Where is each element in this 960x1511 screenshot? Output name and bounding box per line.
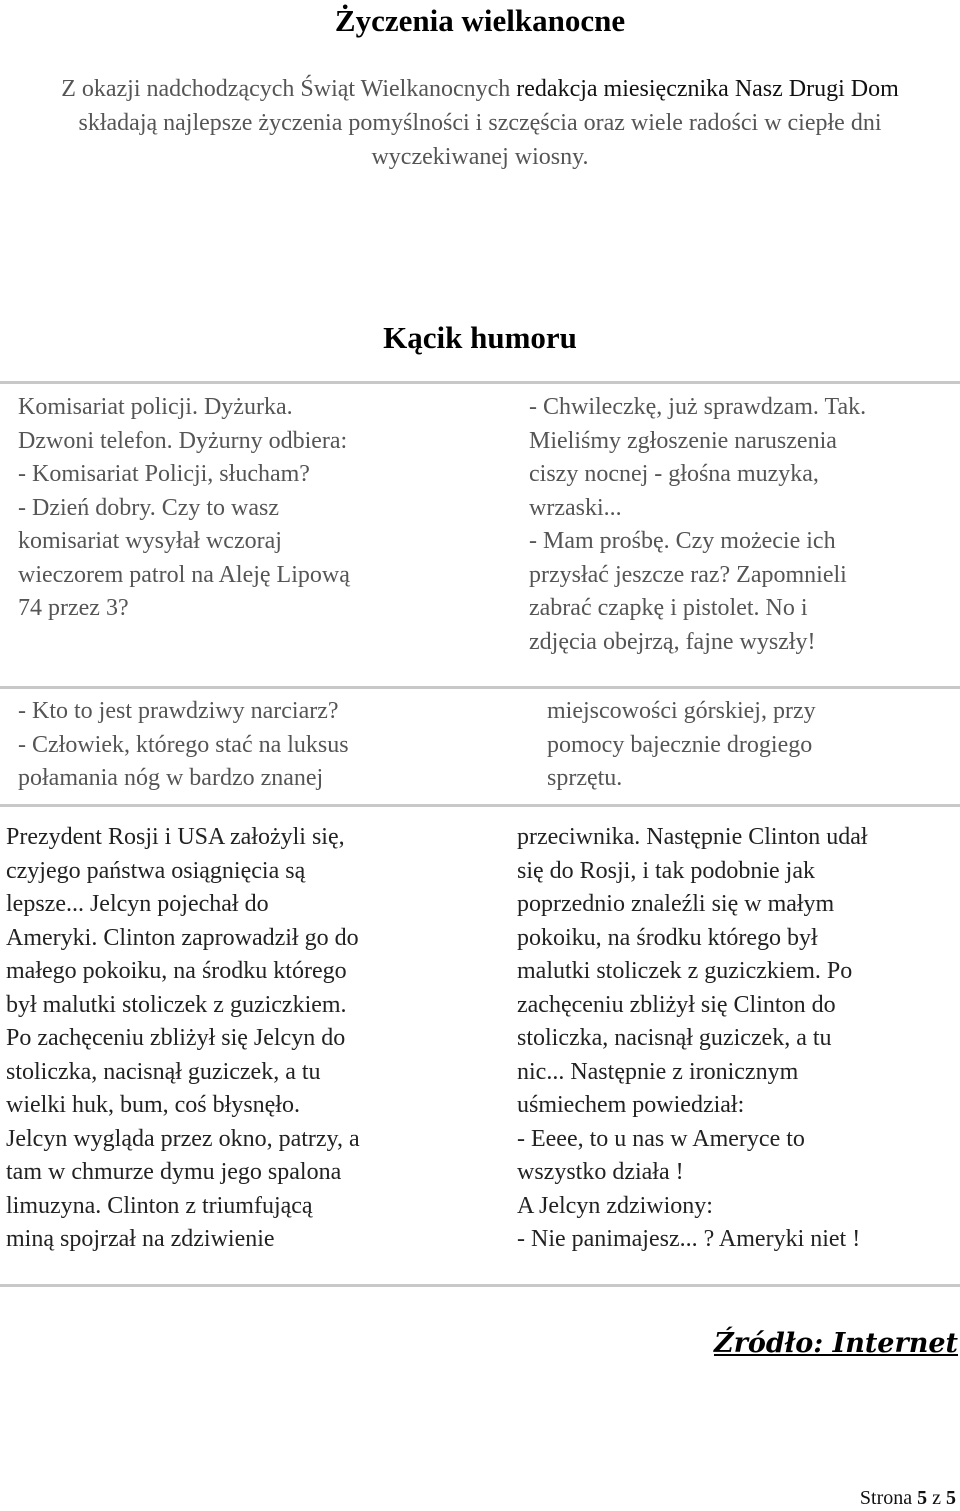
current-page: 5 [917, 1487, 928, 1509]
easter-greeting [30, 72, 930, 174]
page-title: Życzenia wielkanocne [334, 3, 626, 38]
page-number [860, 1486, 956, 1510]
divider [0, 381, 960, 384]
joke-3-left-column: Prezydent Rosji i USA założyli się, czyjego państwa osiągnięcia są lepsze... Jelcyn pojechał do Ameryki. Clinton zaprowadził go do małego pokoiku, na środku którego był malutki stoliczek z guziczkiem. Po zachęceniu zbliżył się Jelcyn do stoliczka, nacisnął guziczek, a tu wielki huk, bum, coś błysnęło. Jelcyn wygląda przez okno, patrzy, a tam w chmurze dymu jego spalona limuzyna. Clinton z triumfującą miną spojrzał na zdziwienie [6, 824, 360, 1252]
total-pages: 5 [946, 1487, 956, 1509]
divider [0, 1284, 960, 1287]
joke-2-right-column: miejscowości górskiej, przy pomocy bajecznie drogiego sprzętu. [547, 698, 816, 791]
joke-2-left-column: - Kto to jest prawdziwy narciarz? - Człowiek, którego stać na luksus połamania nóg w bardzo znanej [18, 698, 349, 791]
page-label: Strona [859, 1487, 918, 1509]
joke-1-right-column: - Chwileczkę, już sprawdzam. Tak. Mieliśmy zgłoszenie naruszenia ciszy nocnej - głośna muzyka, wrzaski... - Mam prośbę. Czy możecie ich przysłać jeszcze raz? Zapomnieli zabrać czapkę i pistolet. No i zdjęcia obejrzą, fajne wyszły! [529, 394, 867, 655]
section-title: Kącik humoru [383, 320, 577, 355]
greeting-text-2: redakcja miesięcznika Nasz Drugi Dom [516, 76, 899, 102]
joke-1-left-column: Komisariat policji. Dyżurka. Dzwoni telefon. Dyżurny odbiera: - Komisariat Policji, słucham? - Dzień dobry. Czy to wasz komisariat wysyłał wczoraj wieczorem patrol na Aleję Lipową 74 przez 3? [18, 394, 350, 621]
divider [0, 804, 960, 807]
source-note: Źródło: Internet [713, 1328, 958, 1359]
divider [0, 686, 960, 689]
greeting-text-3: składają najlepsze życzenia pomyślności i szczęścia oraz wiele radości w ciepłe dni wyczekiwanej wiosny. [78, 110, 882, 170]
joke-3-right-column: przeciwnika. Następnie Clinton udał się do Rosji, i tak podobnie jak poprzednio znaleźli się w małym pokoiku, na środku którego był malutki stoliczek z guziczkiem. Po zachęceniu zbliżył się Clinton do stoliczka, nacisnął guziczek, a tu nic... Następnie z ironicznym uśmiechem powiedział: - Eeee, to u nas w Ameryce to wszystko działa ! A Jelcyn zdziwiony: - Nie panimajesz... ? Ameryki niet ! [517, 824, 868, 1252]
page-separator: z [927, 1487, 946, 1509]
greeting-text-1: Z okazji nadchodzących Świąt Wielkanocnych [61, 76, 517, 102]
